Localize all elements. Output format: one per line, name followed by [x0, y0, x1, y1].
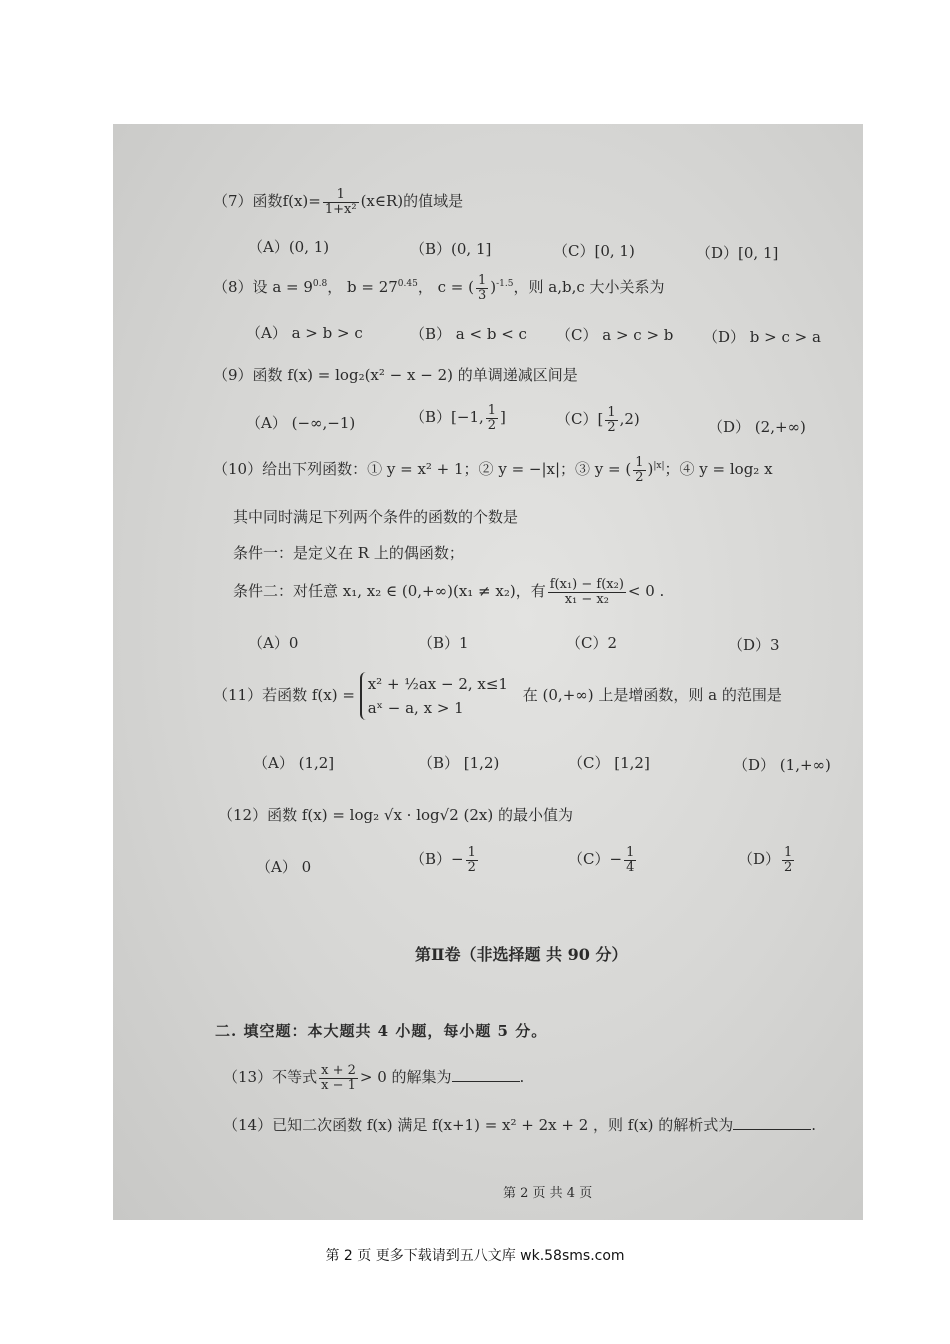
q8-text-c: ， c = ( [417, 278, 474, 297]
q9-option-b [410, 404, 506, 432]
q9-option-b-label: （B） [410, 408, 452, 427]
q8-suffix: ，则 a,b,c 大小关系为 [513, 278, 665, 297]
q12-option-b-label: （B） [410, 850, 452, 869]
q7-number: （7） [213, 192, 253, 211]
q12-option-d-den: 2 [784, 859, 793, 875]
q13-number: （13） [223, 1068, 273, 1087]
q7-option-a: （A）(0, 1) [248, 238, 330, 256]
q14-end: . [811, 1116, 817, 1134]
q14-answer-blank [733, 1115, 811, 1130]
q8-option-d: （D） b > c > a [703, 328, 821, 346]
q12-option-c [568, 846, 638, 874]
q12-option-d [738, 846, 796, 874]
q12-option-c-num: 1 [626, 845, 635, 860]
q13-answer-blank [452, 1067, 520, 1082]
question-13 [223, 1064, 524, 1092]
q12-option-c-label: （C） [568, 850, 610, 869]
q9-option-b-num: 1 [487, 403, 497, 418]
q7-option-b: （B）(0, 1] [410, 240, 492, 258]
q13-numerator: x + 2 [321, 1063, 356, 1078]
question-7 [213, 188, 463, 216]
q10-option-a: （A）0 [248, 634, 299, 652]
q12-option-b-den: 2 [467, 859, 476, 875]
q7-fraction [323, 188, 359, 216]
q11-case-1: x² + ½ax − 2, x≤1 [367, 675, 508, 693]
q13-prefix: 不等式 [272, 1068, 318, 1087]
q8-numerator: 1 [477, 273, 487, 288]
q8-option-c: （C） a > c > b [556, 326, 674, 344]
q8-denominator: 3 [477, 287, 487, 303]
q9-option-b-left: [−1, [451, 408, 484, 427]
q9-option-c-left: [ [597, 410, 604, 429]
q13-fraction [319, 1064, 358, 1092]
q12-number: （12） [218, 806, 268, 824]
question-10 [213, 456, 773, 484]
q9-option-b-right: ] [500, 408, 506, 427]
q10-condition-2 [233, 578, 664, 606]
q12-option-c-sign: − [609, 850, 623, 869]
q11-option-c: （C） [1,2] [568, 754, 650, 772]
q10-cond2-fraction [548, 578, 626, 606]
q7-function: f(x)= [282, 192, 321, 211]
q8-exp-c: -1.5 [496, 279, 514, 290]
q12-option-b-fraction [466, 846, 478, 874]
section-2-title: 二. 填空题：本大题共 4 小题，每小题 5 分。 [215, 1022, 548, 1040]
q11-option-b: （B） [1,2) [418, 754, 500, 772]
q10-option-c: （C）2 [566, 634, 618, 652]
q10-denominator: 2 [635, 469, 644, 485]
q7-numerator: 1 [323, 188, 359, 203]
q12-option-b-sign: − [451, 850, 464, 869]
q9-option-c-right: ,2) [619, 410, 640, 429]
q9-text: 函数 f(x) = log₂(x² − x − 2) 的单调递减区间是 [252, 366, 578, 384]
q11-option-a: （A） (1,2] [253, 754, 335, 772]
question-8 [213, 274, 665, 302]
q9-option-c-den: 2 [607, 419, 616, 435]
q12-option-b [410, 846, 480, 874]
q12-option-c-fraction [624, 846, 636, 874]
q10-line2: 其中同时满足下列两个条件的函数的个数是 [233, 508, 519, 526]
question-12 [218, 804, 573, 825]
q10-condition-1: 条件一：是定义在 R 上的偶函数； [233, 544, 464, 562]
scanned-page-photo [113, 124, 863, 1220]
photo-page-number: 第 2 页 共 4 页 [503, 1186, 593, 1201]
q10-close-paren: ) [647, 460, 654, 479]
document-footer: 第 2 页 更多下载请到五八文库 wk.58sms.com [325, 1248, 625, 1264]
q8-exp-a: 0.8 [312, 279, 328, 290]
q8-number: （8） [213, 278, 253, 297]
q11-piecewise [360, 672, 508, 720]
q10-number: （10） [213, 460, 263, 479]
q10-option-b: （B）1 [418, 634, 469, 652]
q12-option-c-den: 4 [626, 859, 635, 875]
q9-option-c-label: （C） [556, 410, 598, 429]
q9-option-c [556, 406, 640, 434]
q9-number: （9） [213, 366, 253, 384]
q10-cond2-den: x₁ − x₂ [564, 591, 609, 607]
q10-fraction [633, 456, 645, 484]
q8-option-b: （B） a < b < c [410, 325, 527, 343]
q10-cond2-prefix: 条件二：对任意 x₁, x₂ ∈ (0,+∞)(x₁ ≠ x₂)，有 [233, 582, 546, 601]
q12-option-b-num: 1 [467, 845, 476, 860]
q8-fraction [476, 274, 488, 302]
q7-option-d: （D）[0, 1] [696, 244, 779, 262]
question-11 [213, 672, 782, 720]
q11-number: （11） [213, 686, 263, 704]
question-14 [223, 1114, 816, 1135]
q10-numerator: 1 [635, 455, 644, 470]
q12-option-a: （A） 0 [256, 858, 312, 876]
q8-exp-b: 0.45 [397, 279, 418, 290]
q7-denominator: 1+x² [324, 201, 357, 217]
q12-option-d-num: 1 [784, 845, 793, 860]
q11-suffix: 在 (0,+∞) 上是增函数，则 a 的范围是 [522, 686, 782, 704]
q9-option-c-num: 1 [607, 405, 616, 420]
q10-text-b: ；④ y = log₂ x [664, 460, 773, 479]
q11-option-d: （D） (1,+∞) [733, 756, 831, 774]
q10-exponent: |x| [653, 461, 665, 472]
q12-option-d-label: （D） [738, 850, 781, 869]
q12-text: 函数 f(x) = log₂ √x · log√2 (2x) 的最小值为 [267, 806, 573, 824]
q14-number: （14） [223, 1116, 273, 1134]
q8-close-paren: ) [490, 278, 497, 297]
q8-text-a: 设 a = 9 [252, 278, 313, 297]
question-9 [213, 364, 578, 385]
q7-prefix: 函数 [252, 192, 283, 211]
q10-cond2-suffix: < 0 . [627, 582, 665, 601]
part-2-title: 第Ⅱ卷（非选择题 共 90 分） [415, 945, 628, 964]
q10-cond2-num: f(x₁) − f(x₂) [549, 577, 624, 592]
q11-prefix: 若函数 f(x) = [262, 686, 355, 704]
q8-text-b: ， b = 27 [327, 278, 398, 297]
q13-denominator: x − 1 [321, 1077, 356, 1093]
q13-middle: > 0 的解集为 [359, 1068, 452, 1087]
q9-option-b-den: 2 [487, 417, 497, 433]
q9-option-d: （D） (2,+∞) [708, 418, 806, 436]
q7-option-c: （C）[0, 1) [553, 242, 635, 260]
q9-option-c-fraction [605, 406, 617, 434]
q12-option-d-fraction [782, 846, 794, 874]
q9-option-a: （A） (−∞,−1) [246, 414, 356, 432]
q14-text: 已知二次函数 f(x) 满足 f(x+1) = x² + 2x + 2 ，则 f(x) 的解析式为 [272, 1116, 734, 1134]
q8-option-a: （A） a > b > c [246, 324, 363, 342]
q11-case-2: aˣ − a, x > 1 [367, 699, 464, 717]
q9-option-b-fraction [486, 404, 498, 432]
q10-text-a: 给出下列函数：① y = x² + 1；② y = −|x|；③ y = ( [262, 460, 632, 479]
q10-option-d: （D）3 [728, 636, 780, 654]
q7-suffix: (x∈R)的值域是 [360, 192, 464, 211]
q13-end: . [519, 1068, 525, 1087]
